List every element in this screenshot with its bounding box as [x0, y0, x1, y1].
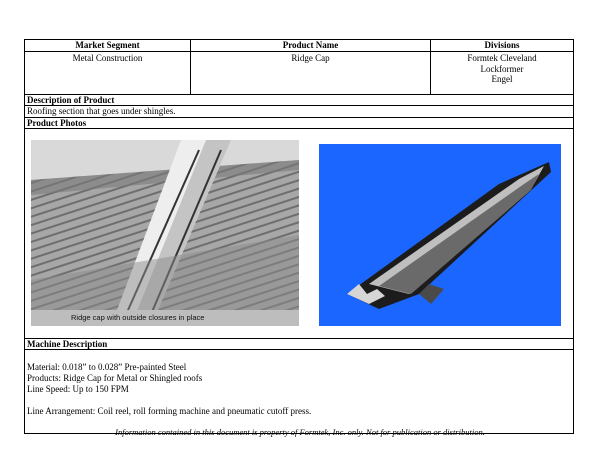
line-speed-line: Line Speed: Up to 150 FPM [27, 384, 129, 394]
photos-label: Product Photos [25, 117, 573, 128]
division-item: Formtek Cleveland [467, 53, 537, 63]
roof-photo [31, 140, 299, 326]
description-text: Roofing section that goes under shingles. [25, 105, 573, 117]
divisions-header: Divisions [430, 40, 573, 51]
roof-illustration [31, 140, 299, 326]
machine-label: Machine Description [25, 338, 573, 349]
table-values-row [25, 51, 573, 94]
market-segment-header: Market Segment [75, 40, 140, 50]
division-item: Lockformer [480, 63, 524, 74]
divisions-value [430, 52, 573, 94]
products-line: Products: Ridge Cap for Metal or Shingled roofs [27, 373, 203, 383]
photo-caption: Ridge cap with outside closures in place [71, 313, 205, 322]
division-item: Engel [491, 74, 513, 84]
footer-notice: Information contained in this document is property of Formtek, Inc. only. Not for publication or distribution. [115, 427, 485, 437]
product-sheet-table [24, 39, 574, 434]
product-name-header: Product Name [190, 40, 430, 51]
product-name-value: Ridge Cap [190, 52, 430, 94]
ridge-cap-photo [319, 144, 561, 326]
line-arrangement-line: Line Arrangement: Coil reel, roll forming machine and pneumatic cutoff press. [27, 406, 312, 416]
table-header-row [25, 40, 573, 51]
description-label: Description of Product [25, 94, 573, 105]
photos-section [25, 128, 573, 338]
material-line: Material: 0.018” to 0.028” Pre-painted Steel [27, 362, 187, 372]
market-segment-value: Metal Construction [72, 53, 143, 63]
ridge-cap-illustration [319, 144, 561, 326]
machine-description [25, 349, 573, 433]
